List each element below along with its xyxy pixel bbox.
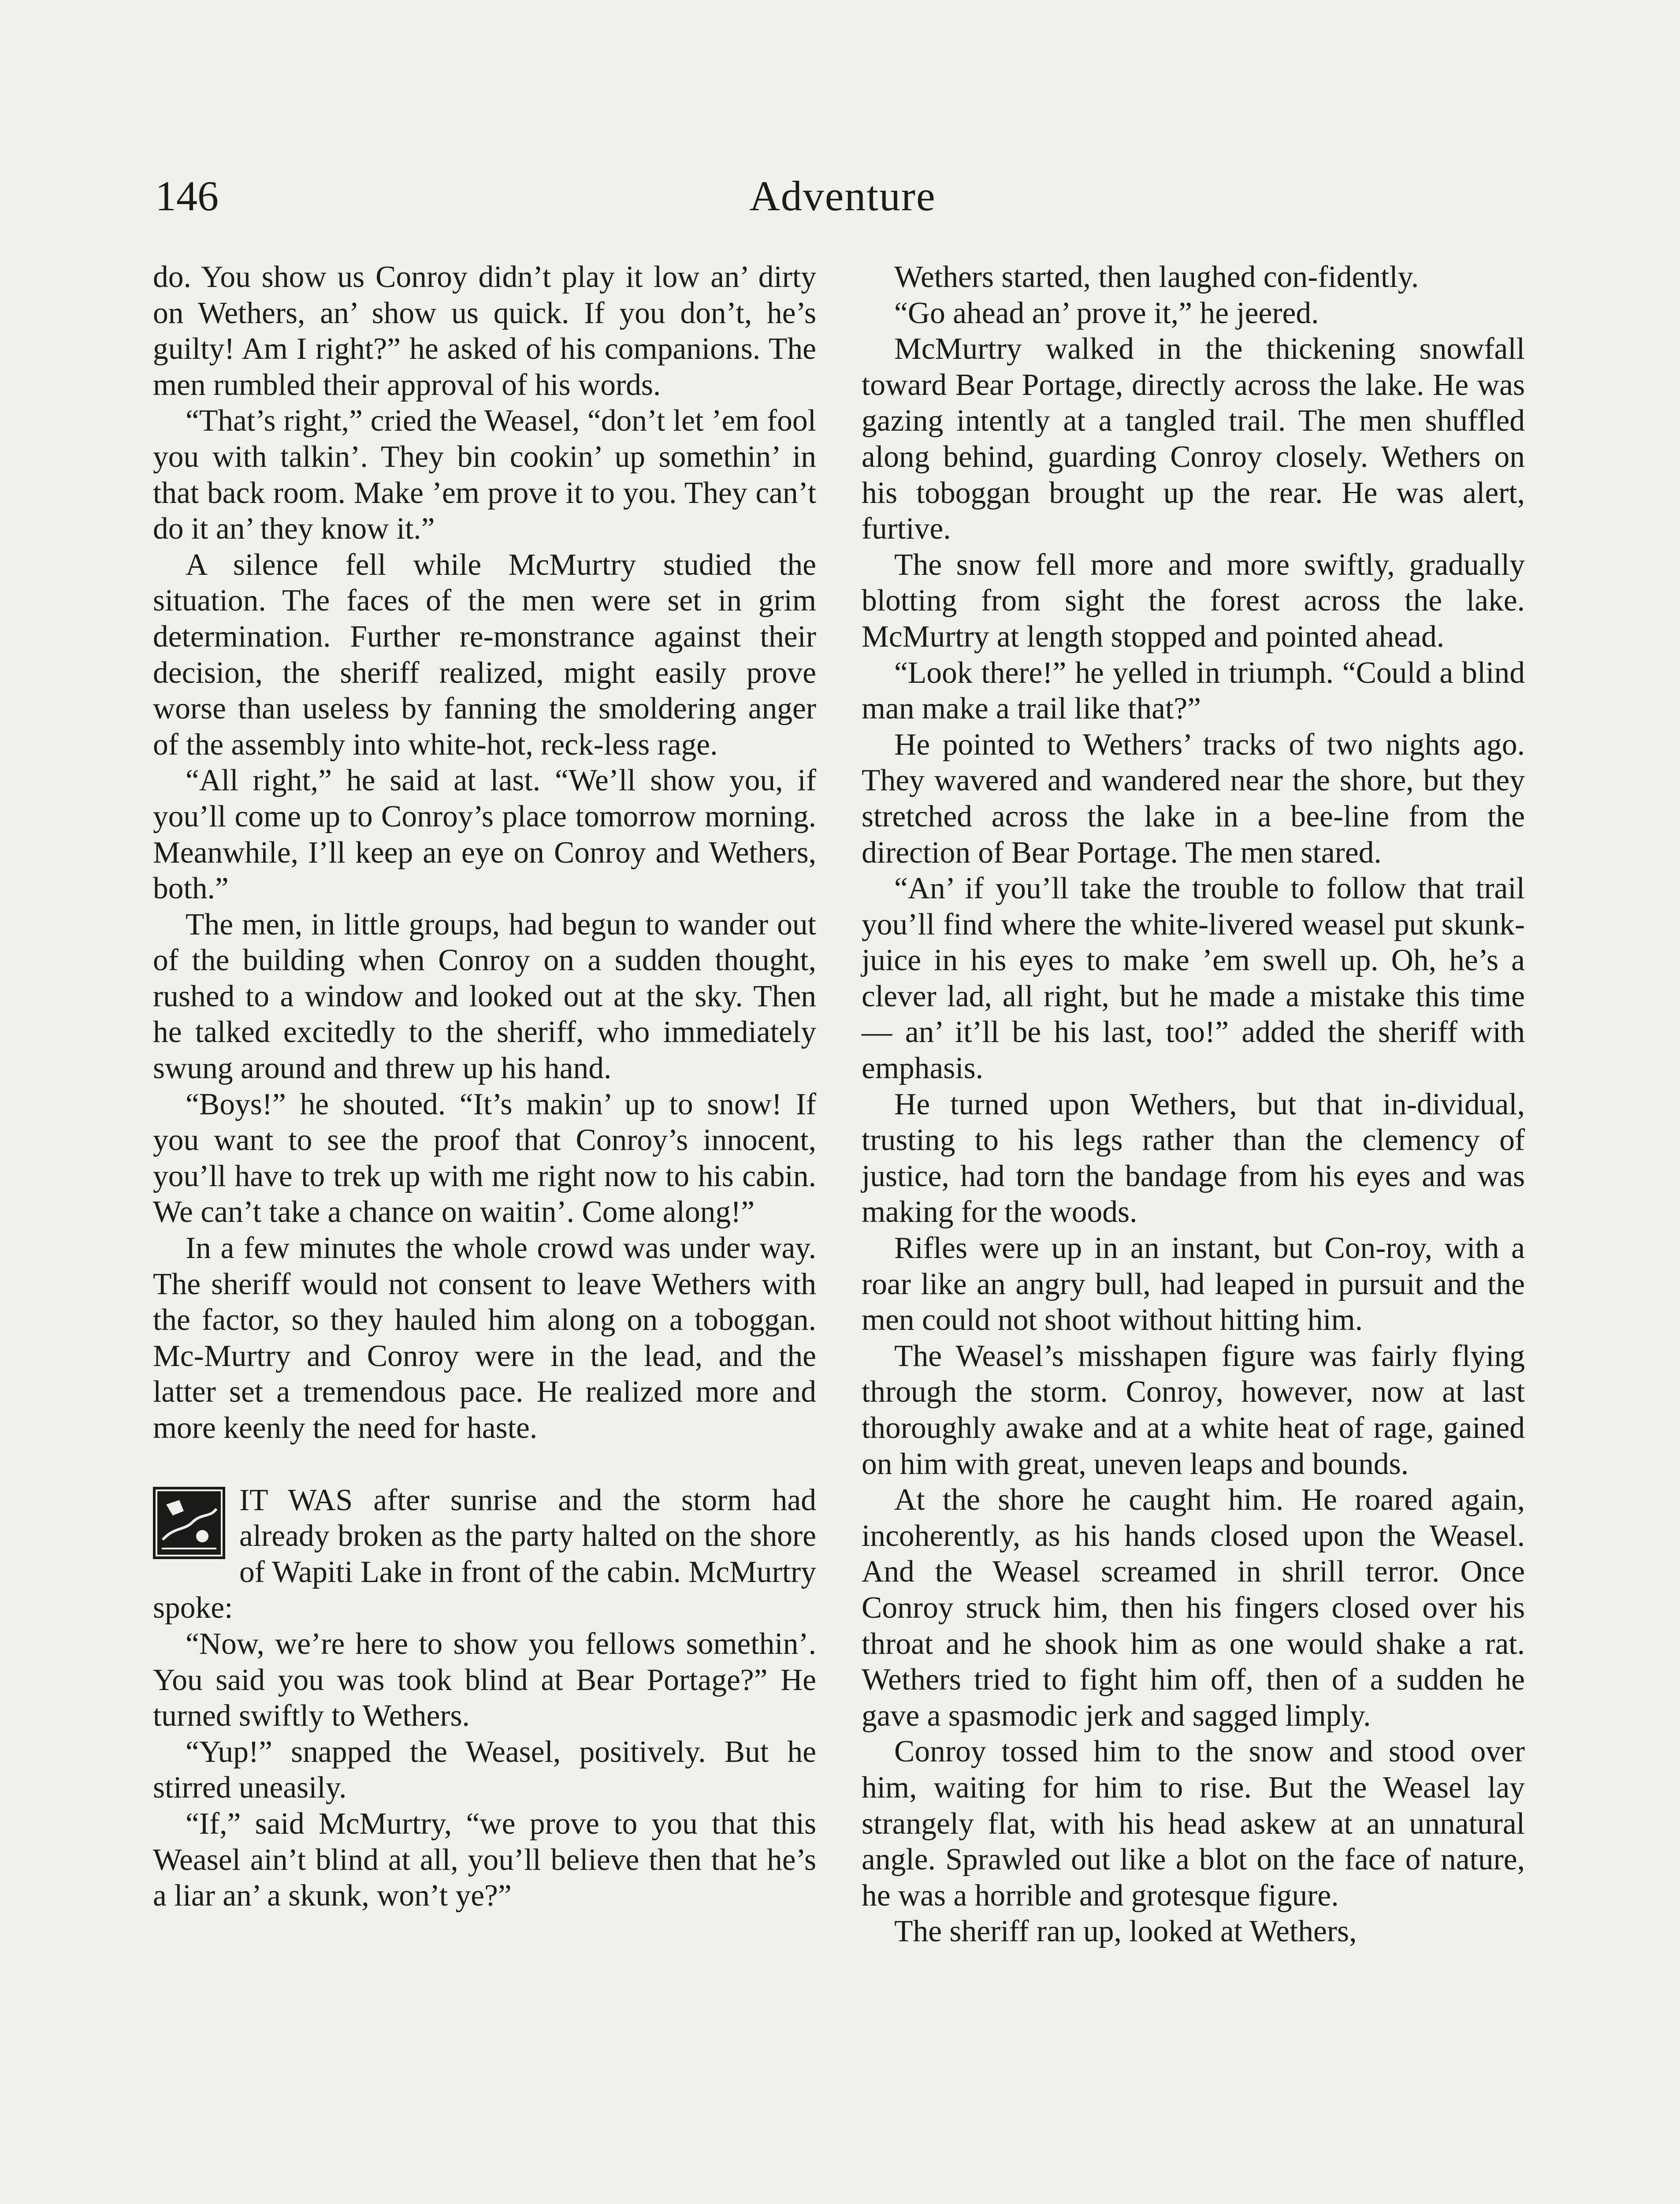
paragraph: “Boys!” he shouted. “It’s makin’ up to snow! If you want to see the proof that Conroy’s innocent, you’ll have to trek up with me right now to his cabin. We can’t take a chance on waitin’. Come along!” [153, 1087, 816, 1229]
right-column [862, 259, 1525, 1950]
page-header [155, 170, 1530, 223]
section-break [153, 1446, 816, 1482]
paragraph: He pointed to Wethers’ tracks of two nights ago. They wavered and wandered near the shore, but they stretched across the lake in a bee-line from the direction of Bear Portage. The men stared. [862, 727, 1525, 870]
paragraph: Conroy tossed him to the snow and stood over him, waiting for him to rise. But the Weasel lay strangely flat, with his head askew at an unnatural angle. Sprawled out like a blot on the face of nature, he was a horrible and grotesque figure. [862, 1735, 1525, 1913]
paragraph: Rifles were up in an instant, but Con-roy, with a roar like an angry bull, had leaped in pursuit and the men could not shoot without hitting him. [862, 1231, 1525, 1337]
paragraph: The sheriff ran up, looked at Wethers, [894, 1914, 1357, 1949]
section-opening [153, 1482, 816, 1626]
paragraph: The men, in little groups, had begun to wander out of the building when Conroy on a sudden thought, rushed to a window and looked out at the sky. Then he talked excitedly to the sheriff, who immediately swung around and threw up his hand. [153, 907, 816, 1086]
paragraph: “Look there!” he yelled in triumph. “Could a blind man make a trail like that?” [862, 655, 1525, 726]
drop-ornament-icon [153, 1487, 225, 1559]
paragraph: At the shore he caught him. He roared again, incoherently, as his hands closed upon the Weasel. And the Weasel screamed in shrill terror. Once Conroy struck him, then his fingers closed over his throat and he shook him as one would shake a rat. Wethers tried to fight him off, then of a sudden he gave a spasmodic jerk and sagged limply. [862, 1483, 1525, 1733]
section-opening-text: IT WAS after sunrise and the storm had already broken as the party halted on the shore of Wapiti Lake in front of the cabin. McMurtry spoke: [153, 1483, 816, 1625]
paragraph: He turned upon Wethers, but that in-dividual, trusting to his legs rather than the clemency of justice, had torn the bandage from his eyes and was making for the woods. [862, 1087, 1525, 1229]
paragraph: do. You show us Conroy didn’t play it low an’ dirty on Wethers, an’ show us quick. If you don’t, he’s guilty! Am I right?” he asked of his companions. The men rumbled their approval of his words. [153, 260, 816, 402]
paragraph: McMurtry walked in the thickening snowfall toward Bear Portage, directly across the lake. He was gazing intently at a tangled trail. The men shuffled along behind, guarding Conroy closely. Wethers on his toboggan brought up the rear. He was alert, furtive. [862, 332, 1525, 546]
paragraph: “That’s right,” cried the Weasel, “don’t let ’em fool you with talkin’. They bin cookin’ up somethin’ in that back room. Make ’em prove it to you. They can’t do it an’ they know it.” [153, 404, 816, 546]
paragraph: “All right,” he said at last. “We’ll show you, if you’ll come up to Conroy’s place tomorrow morning. Meanwhile, I’ll keep an eye on Conroy and Wethers, both.” [153, 763, 816, 906]
running-title: Adventure [749, 172, 936, 220]
left-column [153, 259, 816, 1914]
paragraph: “Now, we’re here to show you fellows somethin’. You said you was took blind at Bear Portage?” He turned swiftly to Wethers. [153, 1627, 816, 1733]
paragraph: “Go ahead an’ prove it,” he jeered. [894, 296, 1319, 330]
paragraph: The snow fell more and more swiftly, gradually blotting from sight the forest across the lake. McMurtry at length stopped and pointed ahead. [862, 547, 1525, 654]
paragraph: In a few minutes the whole crowd was under way. The sheriff would not consent to leave Wethers with the factor, so they hauled him along on a toboggan. Mc-Murtry and Conroy were in the lead, and the latter set a tremendous pace. He realized more and more keenly the need for haste. [153, 1231, 816, 1445]
paragraph: Wethers started, then laughed con-fidently. [894, 260, 1419, 294]
page-number: 146 [155, 172, 219, 220]
paragraph: “An’ if you’ll take the trouble to follow that trail you’ll find where the white-livered weasel put skunk-juice in his eyes to make ’em swell up. Oh, he’s a clever lad, all right, but he made a mistake this time— an’ it’ll be his last, too!” added the sheriff with emphasis. [862, 871, 1525, 1086]
paragraph: “Yup!” snapped the Weasel, positively. But he stirred uneasily. [153, 1735, 816, 1805]
paragraph: A silence fell while McMurtry studied the situation. The faces of the men were set in grim determination. Further re-monstrance against their decision, the sheriff realized, might easily prove worse than useless by fanning the smoldering anger of the assembly into white-hot, reck-less rage. [153, 547, 816, 762]
paragraph: “If,” said McMurtry, “we prove to you that this Weasel ain’t blind at all, you’ll believe then that he’s a liar an’ a skunk, won’t ye?” [153, 1806, 816, 1913]
paragraph: The Weasel’s misshapen figure was fairly flying through the storm. Conroy, however, now at last thoroughly awake and at a white heat of rage, gained on him with great, uneven leaps and bounds. [862, 1339, 1525, 1481]
